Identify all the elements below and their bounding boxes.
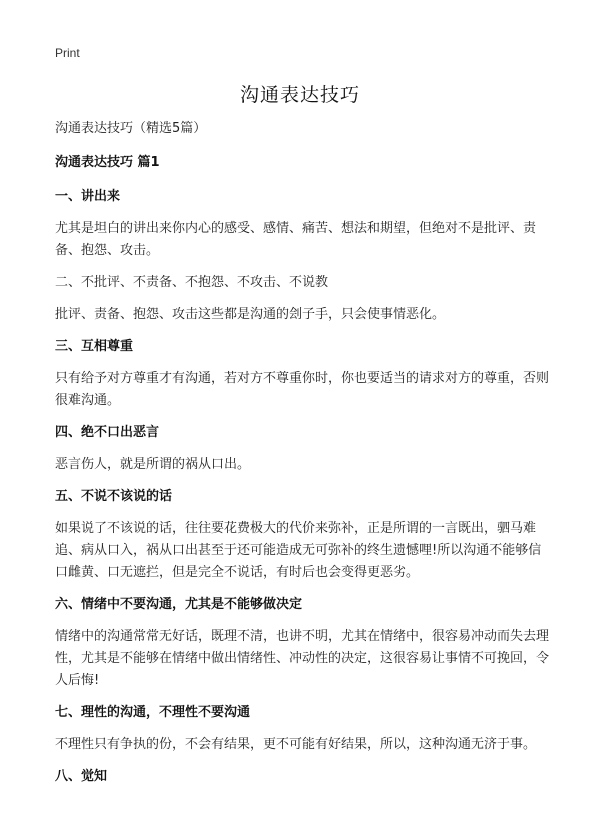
- body-paragraph: 尤其是坦白的讲出来你内心的感受、感情、痛苦、想法和期望，但绝对不是批评、责备、抱怨、攻击。: [55, 221, 537, 258]
- body-paragraph: 批评、责备、抱怨、攻击这些都是沟通的刽子手，只会使事情恶化。: [55, 307, 446, 322]
- section-heading: 八、觉知: [55, 769, 108, 784]
- body-paragraph: 情绪中的沟通常常无好话，既理不清，也讲不明，尤其在情绪中，很容易冲动而失去理性，尤其是不能够在情绪中做出情绪性、冲动性的决定，这很容易让事情不可挽回，令人后悔!: [55, 629, 550, 688]
- section-heading: 四、绝不口出恶言: [55, 425, 160, 440]
- document-body: [55, 118, 550, 798]
- document-subtitle: 沟通表达技巧（精选5篇）: [55, 121, 207, 136]
- body-paragraph: 如果说了不该说的话，往往要花费极大的代价来弥补，正是所谓的一言既出，驷马难追、病从口入，祸从口出甚至于还可能造成无可弥补的终生遗憾哩!所以沟通不能够信口雌黄、口无遮拦，但是完全不说话，有时后也会变得更恶劣。: [55, 521, 542, 580]
- section-heading: 一、讲出来: [55, 189, 121, 204]
- body-paragraph: 不理性只有争执的份，不会有结果，更不可能有好结果，所以，这种沟通无济于事。: [55, 737, 537, 752]
- print-label: Print: [55, 46, 80, 60]
- document-title: 沟通表达技巧: [239, 84, 360, 106]
- section-heading-plain: 二、不批评、不责备、不抱怨、不攻击、不说教: [55, 275, 329, 290]
- section-heading: 三、互相尊重: [55, 339, 134, 354]
- section-heading: 五、不说不该说的话: [55, 489, 173, 504]
- section-heading: 七、理性的沟通，不理性不要沟通: [55, 705, 251, 720]
- body-paragraph: 只有给予对方尊重才有沟通，若对方不尊重你时，你也要适当的请求对方的尊重，否则很难沟通。: [55, 371, 550, 408]
- body-paragraph: 恶言伤人，就是所谓的祸从口出。: [55, 457, 251, 472]
- section-heading: 六、情绪中不要沟通，尤其是不能够做决定: [55, 597, 303, 612]
- article-title: 沟通表达技巧 篇1: [55, 155, 160, 170]
